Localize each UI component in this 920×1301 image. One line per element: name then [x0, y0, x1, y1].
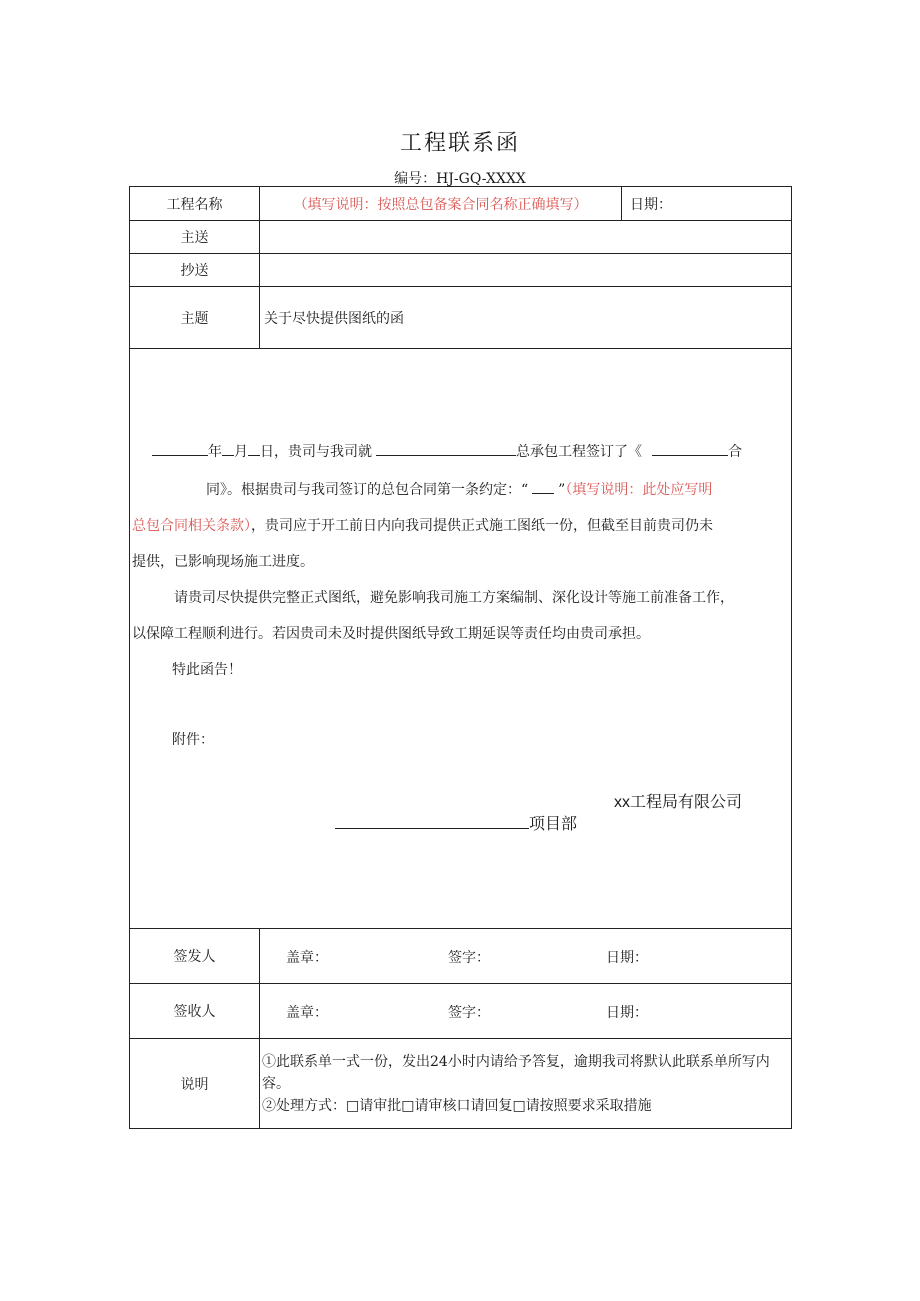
subject-field[interactable]: 关于尽快提供图纸的函: [260, 287, 792, 349]
receiver-fields[interactable]: [260, 984, 792, 1039]
receiver-label: 签收人: [130, 984, 260, 1039]
department-text: 项目部: [529, 816, 578, 833]
to-field[interactable]: [260, 221, 792, 254]
issuer-label: 签发人: [130, 929, 260, 984]
row-to: [130, 221, 792, 254]
cc-field[interactable]: [260, 254, 792, 287]
body-line-1: [152, 441, 742, 461]
company-name: xx工程局有限公司: [614, 794, 743, 811]
notes-line-1: ①此联系单一式一份，发出24小时内请给予答复，逾期我司将默认此联系单所写内容。: [262, 1053, 770, 1092]
issuer-fields[interactable]: [260, 929, 792, 984]
notes-content: [260, 1039, 792, 1129]
body-line-2: [206, 479, 712, 499]
body-line-4: 提供，已影响现场施工进度。: [132, 554, 314, 570]
row-project-name: [130, 187, 792, 221]
clause-hint-b: 总包合同相关条款）: [132, 518, 251, 534]
document-title: 工程联系函: [399, 131, 520, 156]
contact-letter-form: [129, 186, 792, 1129]
row-receiver: [130, 984, 792, 1039]
receiver-date[interactable]: 日期：: [606, 1005, 648, 1021]
receiver-seal[interactable]: 盖章：: [286, 1005, 328, 1021]
deadline-text: ，贵司应于开工前日内向我司提供正式施工图纸一份，但截至目前贵司仍未: [251, 518, 713, 534]
subject-label: 主题: [130, 287, 260, 349]
year-text: 年: [208, 444, 222, 460]
month-text: 月: [234, 444, 248, 460]
notes-line-2: ②处理方式：□请审批□请审核口请回复□请按照要求采取措施: [262, 1097, 652, 1114]
notes-label: 说明: [130, 1039, 260, 1129]
attachment-label: 附件：: [172, 732, 214, 748]
row-cc: [130, 254, 792, 287]
contract-text: 同》。根据贵司与我司签订的总包合同第一条约定：“: [206, 482, 529, 498]
row-body: [130, 349, 792, 929]
issuer-sign[interactable]: 签字：: [448, 950, 490, 966]
row-notes: [130, 1039, 792, 1129]
project-text: 总承包工程签订了《: [516, 444, 642, 460]
quote-close: ”: [558, 482, 566, 498]
body-line-5: 请贵司尽快提供完整正式图纸，避免影响我司施工方案编制、深化设计等施工前准备工作，: [174, 590, 734, 606]
project-name-label: 工程名称: [130, 187, 260, 221]
department-line: [335, 811, 577, 834]
row-subject: [130, 287, 792, 349]
issuer-date[interactable]: 日期：: [606, 950, 648, 966]
row-issuer: [130, 929, 792, 984]
receiver-sign[interactable]: 签字：: [448, 1005, 490, 1021]
project-name-field[interactable]: （填写说明：按照总包备案合同名称正确填写）: [260, 187, 622, 221]
letter-body[interactable]: [130, 349, 792, 929]
body-line-6: 以保障工程顺利进行。若因贵司未及时提供图纸导致工期延误等责任均由贵司承担。: [132, 626, 650, 642]
to-label: 主送: [130, 221, 260, 254]
contract-start: 合: [728, 444, 742, 460]
date-field[interactable]: 日期：: [622, 187, 792, 221]
clause-hint-a: （填写说明：此处应写明: [565, 482, 713, 498]
cc-label: 抄送: [130, 254, 260, 287]
body-line-3: [132, 515, 713, 535]
issuer-seal[interactable]: 盖章：: [286, 950, 328, 966]
document-serial: 编号：HJ-GQ-XXXX: [394, 171, 526, 187]
day-text: 日，贵司与我司就: [260, 444, 372, 460]
closing-text: 特此函告！: [172, 662, 242, 678]
